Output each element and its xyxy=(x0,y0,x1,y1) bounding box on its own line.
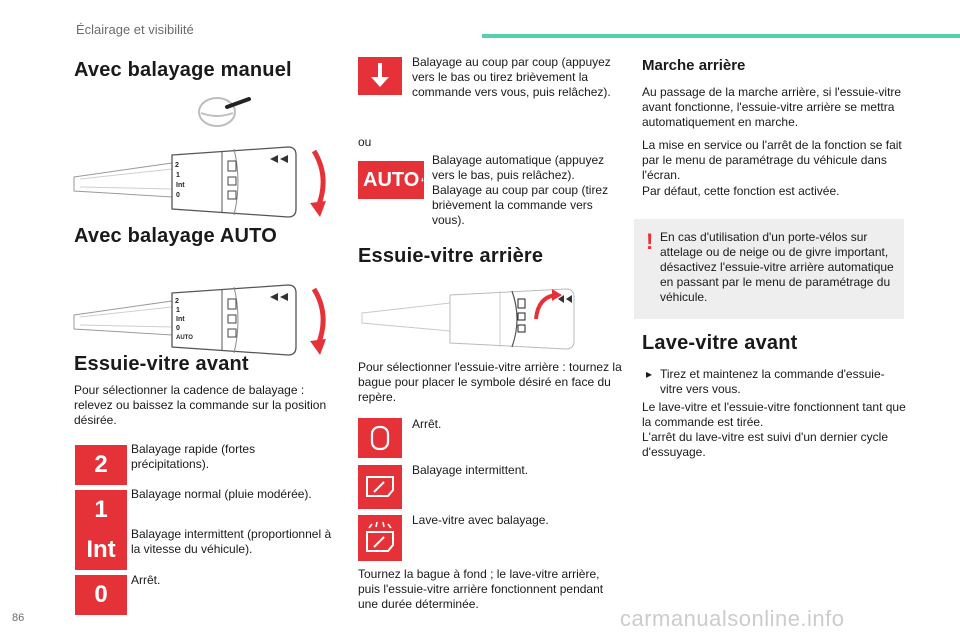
front-washer-p1: Le lave-vitre et l'essuie-vitre fonctionnent tant que la commande est tirée. xyxy=(642,400,906,429)
rear-intermittent-icon xyxy=(358,465,402,509)
auto-wipe-title: Avec balayage AUTO xyxy=(74,225,277,247)
auto-wipe-text: Balayage automatique (appuyez vers le bas, puis relâchez). Balayage au coup par coup (tirez brièvement la commande vers vous). xyxy=(432,153,609,227)
wiper-stalk-auto-illustration xyxy=(72,275,332,361)
rear-wiper-intro: Pour sélectionner l'essuie-vitre arrière : tournez la bague pour placer le symbole désiré en face du repère. xyxy=(358,360,622,404)
speed-label-0: Arrêt. xyxy=(131,573,161,587)
speed-symbol-int: Int xyxy=(75,530,127,570)
wiper-stalk-manual-illustration xyxy=(72,137,332,223)
reverse-gear-p2: La mise en service ou l'arrêt de la fonction se fait par le menu de paramétrage du véhicule dans l'écran. xyxy=(642,138,902,182)
front-washer-title: Lave-vitre avant xyxy=(642,332,798,354)
reverse-gear-title: Marche arrière xyxy=(642,57,746,74)
stalk-mark-int: Int xyxy=(176,182,185,189)
single-wipe-text: Balayage au coup par coup (appuyez vers le bas ou tirez brièvement la commande vers vous, puis relâchez). xyxy=(412,55,611,99)
watermark: carmanualsonline.info xyxy=(620,606,845,631)
speed-symbol-2: 2 xyxy=(75,445,127,485)
reverse-gear-p3: Par défaut, cette fonction est activée. xyxy=(642,184,840,198)
reverse-gear-p1: Au passage de la marche arrière, si l'essuie-vitre avant fonctionne, l'essuie-vitre arrière se mettra automatiquement en marche. xyxy=(642,85,902,129)
auto-down-arrow-icon xyxy=(421,171,424,189)
warning-note-text: En cas d'utilisation d'un porte-vélos sur attelage ou de neige ou de givre important, désactivez l'essuie-vitre arrière automatique en passant par le menu de paramétrage du véhicule. xyxy=(660,230,894,304)
stalk-auto-mark-2: 2 xyxy=(175,298,179,305)
header-accent-bar xyxy=(482,34,960,38)
speed-symbol-1: 1 xyxy=(75,490,127,530)
single-wipe-down-arrow-icon xyxy=(358,57,402,95)
speed-label-2: Balayage rapide (fortes précipitations). xyxy=(131,442,256,471)
front-washer-p2: L'arrêt du lave-vitre est suivi d'un dernier cycle d'essuyage. xyxy=(642,430,889,459)
front-wiper-intro: Pour sélectionner la cadence de balayage : relevez ou baissez la commande sur la position désirée. xyxy=(74,383,327,427)
stalk-auto-mark-0: 0 xyxy=(176,325,180,332)
rear-wiper-stalk-illustration xyxy=(360,283,592,353)
stalk-mark-0: 0 xyxy=(176,192,180,199)
speed-label-1: Balayage normal (pluie modérée). xyxy=(131,487,312,501)
front-wiper-title: Essuie-vitre avant xyxy=(74,353,249,375)
rear-mode-off-label: Arrêt. xyxy=(412,417,442,431)
stalk-auto-mark-1: 1 xyxy=(176,307,180,314)
stalk-auto-mark-int: Int xyxy=(176,316,185,323)
stalk-mark-2: 2 xyxy=(175,162,179,169)
rear-wiper-title: Essuie-vitre arrière xyxy=(358,245,544,267)
rear-mode-washer-label: Lave-vitre avec balayage. xyxy=(412,513,549,527)
steering-wheel-icon xyxy=(197,95,253,129)
stalk-auto-mark-auto: AUTO xyxy=(176,335,193,341)
stalk-mark-1: 1 xyxy=(176,172,180,179)
speed-label-int: Balayage intermittent (proportionnel à la vitesse du véhicule). xyxy=(131,527,332,556)
rear-mode-intermittent-label: Balayage intermittent. xyxy=(412,463,529,477)
rear-washer-icon xyxy=(358,515,402,561)
speed-symbol-0: 0 xyxy=(75,575,127,615)
bullet-arrow-icon: ▸ xyxy=(646,367,653,381)
auto-wipe-label: AUTO xyxy=(363,168,420,191)
warning-note-box xyxy=(634,219,904,319)
manual-wipe-title: Avec balayage manuel xyxy=(74,59,292,81)
front-washer-bullet: Tirez et maintenez la commande d'essuie-vitre vers vous. xyxy=(660,367,885,396)
rear-washer-text: Tournez la bague à fond ; le lave-vitre arrière, puis l'essuie-vitre arrière fonctionnent pendant une durée déterminée. xyxy=(358,567,604,611)
or-text: ou xyxy=(358,135,372,149)
page-number: 86 xyxy=(12,612,25,624)
warning-exclamation-icon: ! xyxy=(646,229,654,254)
rear-off-icon xyxy=(358,418,402,458)
section-header: Éclairage et visibilité xyxy=(76,22,194,37)
auto-wipe-symbol xyxy=(358,161,424,199)
